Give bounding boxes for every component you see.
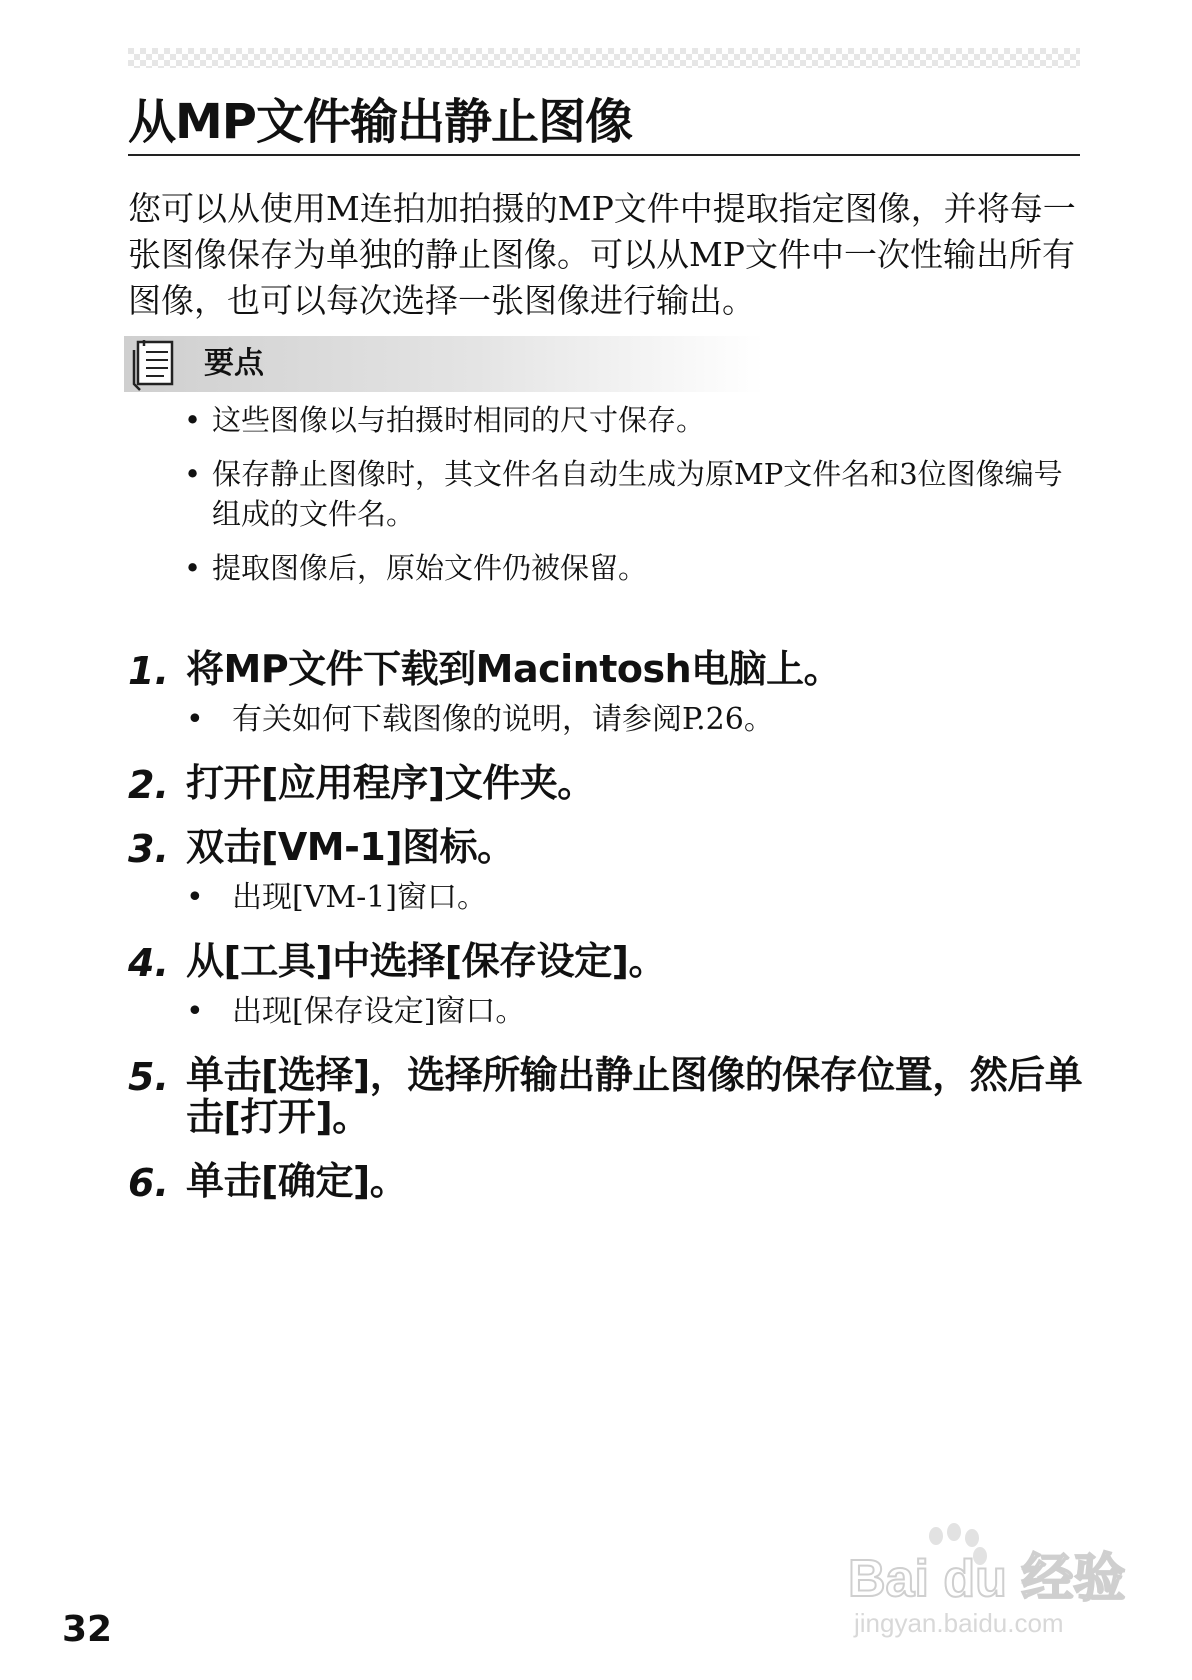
watermark-logo-text: Bai du 经验	[848, 1550, 1126, 1608]
step-text: 单击[确定]。	[186, 1159, 408, 1203]
step-note-text: 出现[VM-1]窗口。	[232, 880, 488, 915]
tip-item: • 这些图像以与拍摄时相同的尺寸保存。	[182, 400, 1082, 440]
notebook-icon	[130, 336, 182, 392]
tip-label: 要点	[204, 346, 264, 381]
watermark-url: jingyan.baidu.com	[854, 1608, 1064, 1638]
step-number: 4.	[128, 941, 169, 985]
step-note	[128, 700, 1088, 740]
step-note-text: 出现[保存设定]窗口。	[232, 994, 526, 1029]
step-4	[128, 940, 1088, 1032]
step-number: 5.	[128, 1055, 169, 1099]
step-text: 打开[应用程序]文件夹。	[186, 761, 595, 805]
step-number: 1.	[128, 649, 169, 693]
bullet-icon: •	[186, 994, 204, 1029]
step-text: 从[工具]中选择[保存设定]。	[186, 939, 666, 983]
tip-list	[182, 400, 1082, 602]
intro-paragraph: 您可以从使用M连拍加拍摄的MP文件中提取指定图像，并将每一张图像保存为单独的静止图像。可以从MP文件中一次性输出所有图像，也可以每次选择一张图像进行输出。	[128, 189, 1076, 320]
step-note-text: 有关如何下载图像的说明，请参阅P.26。	[232, 702, 774, 737]
step-note	[128, 878, 1088, 918]
tip-header	[124, 336, 764, 392]
baidu-watermark	[848, 1522, 1148, 1642]
step-number: 3.	[128, 827, 169, 871]
step-2	[128, 761, 1088, 807]
tip-item: • 提取图像后，原始文件仍被保留。	[182, 548, 1082, 588]
step-1	[128, 648, 1088, 740]
tip-item: • 保存静止图像时，其文件名自动生成为原MP文件名和3位图像编号组成的文件名。	[182, 454, 1082, 534]
step-note	[128, 992, 1088, 1032]
step-6	[128, 1159, 1088, 1205]
step-5	[128, 1054, 1088, 1138]
step-text: 单击[选择]，选择所输出静止图像的保存位置，然后单击[打开]。	[186, 1053, 1083, 1139]
bullet-icon: •	[186, 702, 204, 737]
page-title: 从MP文件输出静止图像	[128, 92, 1080, 156]
step-text: 将MP文件下载到Macintosh电脑上。	[186, 647, 842, 691]
page-number: 32	[62, 1609, 113, 1650]
step-number: 2.	[128, 763, 169, 807]
step-3	[128, 826, 1088, 918]
bullet-icon: •	[186, 880, 204, 915]
decorative-header-strip	[128, 48, 1080, 68]
step-text: 双击[VM-1]图标。	[186, 825, 515, 869]
step-list	[128, 648, 1088, 1224]
step-number: 6.	[128, 1161, 169, 1205]
